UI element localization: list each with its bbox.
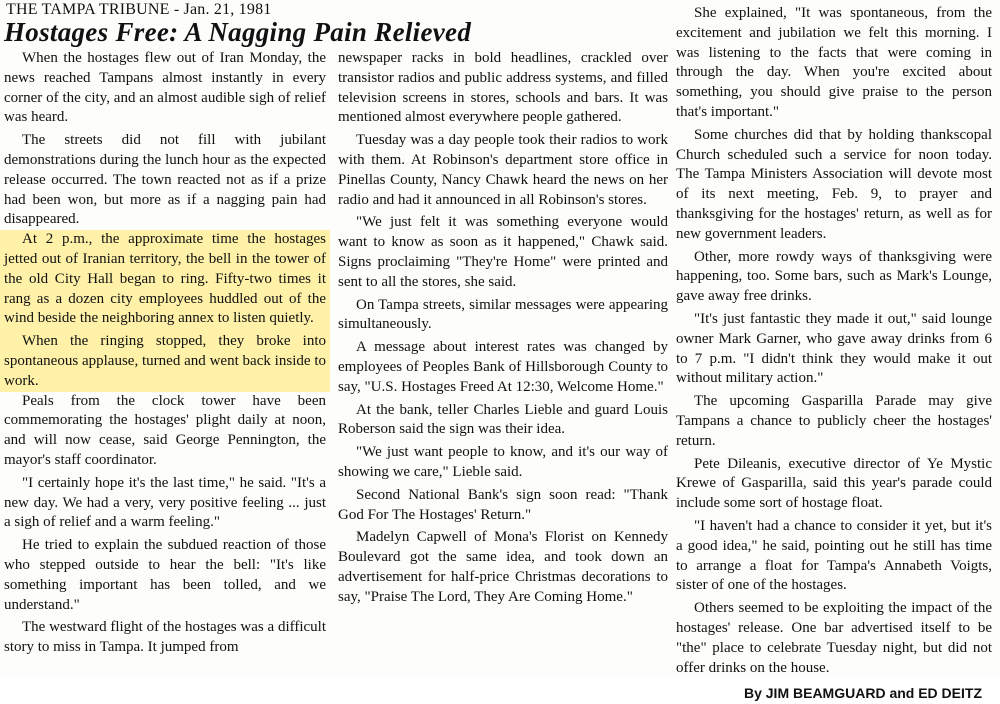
masthead: THE TAMPA TRIBUNE - Jan. 21, 1981 xyxy=(6,1,272,18)
article-column-2 xyxy=(338,49,668,608)
paragraph: The streets did not fill with jubilant demonstrations during the lunch hour as the expected release occurred. The town reacted not as if a prize had been won, but more as if a nagging pain had disappeared. xyxy=(4,132,326,228)
paragraph: Tuesday was a day people took their radios to work with them. At Robinson's department store office in Pinellas County, Nancy Chawk heard the news on her radio and had it announced in all Robinson's stores. xyxy=(338,132,668,208)
paragraph: Peals from the clock tower have been commemorating the hostages' plight daily at noon, and will now cease, said George Pennington, the mayor's staff coordinator. xyxy=(4,392,326,468)
paragraph: Some churches did that by holding thankscopal Church scheduled such a service for noon today. The Tampa Ministers Association will devote most of its next meeting, Feb. 9, to prayer and thanksgiving for the hostages' return, as well as for new government leaders. xyxy=(676,126,992,242)
paragraph: "We just want people to know, and it's our way of showing we care," Lieble said. xyxy=(338,444,668,480)
headline: Hostages Free: A Nagging Pain Relieved xyxy=(4,17,472,47)
paragraph: A message about interest rates was changed by employees of Peoples Bank of Hillsborough County to say, "U.S. Hostages Freed At 12:30, Welcome Home." xyxy=(338,339,668,395)
paragraph: On Tampa streets, similar messages were appearing simultaneously. xyxy=(338,296,668,333)
paragraph: "We just felt it was something everyone would want to know as soon as it happened," Chawk said. Signs proclaiming "They're Home" were printed and sent to all the stores, she said. xyxy=(338,214,668,290)
highlighted-passage xyxy=(0,230,330,391)
article-column-3 xyxy=(676,4,992,704)
paragraph: "I haven't had a chance to consider it yet, but it's a good idea," he said, pointing out he still has time to arrange a float for Tampa's Annabeth Voigts, sister of one of the hostages. xyxy=(676,517,992,594)
article-column-1 xyxy=(4,49,326,658)
paragraph: The westward flight of the hostages was a difficult story to miss in Tampa. It jumped from xyxy=(4,619,326,656)
paragraph: He tried to explain the subdued reaction of those who stepped outside to hear the bell: "It's like something important has been tolled, and we understand." xyxy=(4,537,326,613)
paragraph: Other, more rowdy ways of thanksgiving were happening, too. Some bars, such as Mark's Lounge, gave away free drinks. xyxy=(676,248,992,305)
paragraph: Pete Dileanis, executive director of Ye Mystic Krewe of Gasparilla, said this year's parade could include some sort of hostage float. xyxy=(676,455,992,512)
paragraph: "I certainly hope it's the last time," he said. "It's a new day. We had a very, very positive feeling ... just a sigh of relief and a warm feeling." xyxy=(4,474,326,531)
paragraph: When the ringing stopped, they broke into spontaneous applause, turned and went back inside to work. xyxy=(4,333,326,389)
paragraph: "It's just fantastic they made it out," said lounge owner Mark Garner, who gave away drinks from 6 to 7 p.m. "I didn't think they would make it out without military action." xyxy=(676,310,992,387)
paragraph: Second National Bank's sign soon read: "Thank God For The Hostages' Return." xyxy=(338,486,668,523)
paragraph: At the bank, teller Charles Lieble and guard Louis Roberson said the sign was their idea. xyxy=(338,401,668,438)
paragraph: At 2 p.m., the approximate time the hostages jetted out of Iranian territory, the bell in the tower of the old City Hall began to ring. Fifty-two times it rang as a dozen city employees huddled out of the wind beside the neighboring annex to listen quietly. xyxy=(4,231,326,327)
paragraph: The upcoming Gasparilla Parade may give Tampans a chance to publicly cheer the hostages' return. xyxy=(676,393,992,449)
byline: By JIM BEAMGUARD and ED DEITZ xyxy=(743,685,982,702)
paragraph: newspaper racks in bold headlines, crackled over transistor radios and public address systems, and filled television screens in stores, schools and bars. It was mentioned almost everywhere people gathered. xyxy=(338,50,668,126)
paragraph: Others seemed to be exploiting the impact of the hostages' release. One bar advertised itself to be "the" place to celebrate Tuesday night, but did not offer drinks on the house. xyxy=(676,600,992,676)
paragraph: When the hostages flew out of Iran Monday, the news reached Tampans almost instantly in every corner of the city, and an almost audible sigh of relief was heard. xyxy=(4,50,326,126)
paragraph: Madelyn Capwell of Mona's Florist on Kennedy Boulevard got the same idea, and took down an advertisement for half-price Christmas decorations to say, "Praise The Lord, They Are Coming Home." xyxy=(338,529,668,605)
paragraph: She explained, "It was spontaneous, from the excitement and jubilation we felt this morning. I was listening to the facts that were coming in through the day. When you're excited about something, you should give praise to the person that's important." xyxy=(676,5,992,120)
